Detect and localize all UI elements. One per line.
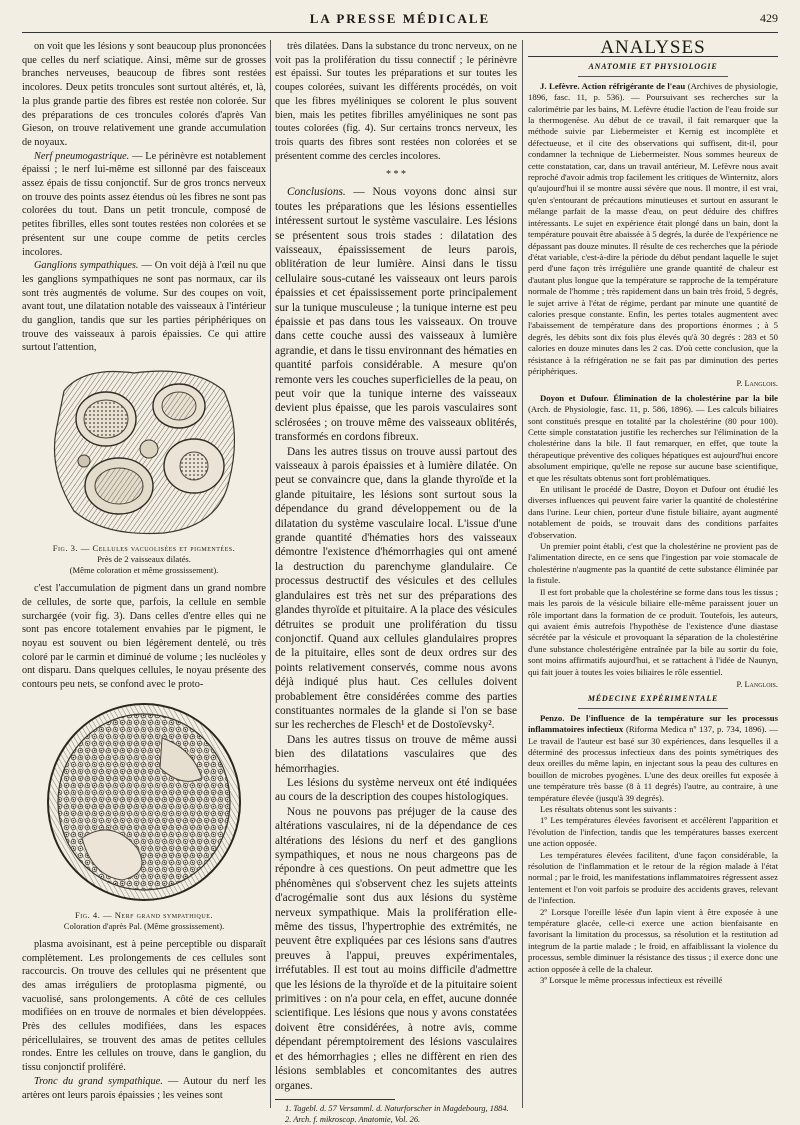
paragraph: 3º Lorsque le même processus infectieux est réveillé [540, 975, 723, 986]
vacuolated-cells-drawing [44, 361, 244, 539]
column-rule-right [522, 40, 523, 1108]
analysis-text: (Arch. de Physiologie, fasc. 11, p. 586, 1896). — Les calculs biliaires sont constitués presque en totalité par la cholestérine (80 pour 100). Cette simple constatation justifie les recherches sur l'élimination de la cholestérine dans la bile. Il faut remarquer, en effet, que toute la thérapeutique préventive des coliques hépatiques est aujourd'hui encore absolument empirique, qu'elle ne repose sur aucune base scientifique, et que les résultats obtenus sont fort problématiques. [528, 404, 778, 483]
paragraph: c'est l'accumulation de pigment dans un grand nombre de cellules, de sorte que, parfois, la cellule en semble surchargée (voir fig. 3). Dans celles d'entre elles qui ne sont pas encore totalement envahies par le pigment, le noyau est souvent ou bien légèrement dentelé, ou très coloré par le carmin et diminué de volume ; les nucléoles y ont disparu. Dans quelques cellules, le noyau présente des contours peu nets, se confond avec le proto- [22, 583, 266, 691]
footnote: 2. Arch. f. mikroscop. Anatomie, Vol. 26. [285, 1114, 421, 1124]
paragraph [275, 185, 517, 444]
column-right [528, 40, 778, 987]
paragraph-text: — Autour du nerf les artères ont leurs parois épaissies ; les veines sont [22, 1075, 266, 1101]
paragraph: plasma avoisinant, est à peine perceptible ou disparaît complètement. Les prolongements de ces cellules sont raccourcis. On trouve des cellules qui ne présentent que des amas irréguliers de protoplasma pigmenté, ou vacuolisé, sans prolongements. A côté de ces cellules modifiées on en trouve de normales et bien développées. Près des cellules modifiées, dans les espaces péricellulaires, se trouvent des amas de petites cellules rondes. Entre les cellules on trouve, dans le ganglion, du tissu conjonctif proliféré. [22, 938, 266, 1074]
figure-3-caption [22, 543, 266, 576]
caption-line: Fig. 4. — Nerf grand sympathique. [74, 909, 214, 920]
caption-line: Fig. 3. — Cellules vacuolisées et pigmentées. [52, 543, 236, 554]
paragraph: Dans les autres tissus on trouve aussi partout des vaisseaux à parois épaissies et à lumière dilatée. On peut se convaincre que, dans la glande thyroïde et la glande pituitaire, les lésions sont surtout sous la dépendance du grand développement ou de la dilatation du système vasculaire local. L'issue d'une grande quantité d'hématies hors des vaisseaux démontre l'existence d'hémorrhagies qui ont amené la destruction du parenchyme glandulaire. Ce processus destructif des vésicules et des cellules glandulaires est très net sur des préparations des glandes thyroïde et pituitaire. A la place des vésicules détruites se produit une prolifération du tissu conjonctif. Quand aux cellules glandulaires propres de la pituitaire, elles sont de deux ordres sur des points relativement conservés, comme nous avons déjà indiqué plus haut. Ces cellules doivent probablement être considérées comme des parties constituantes normales de la glande si l'on se base sur les recherches de Flesch¹ et de Dostoïevsky². [275, 445, 517, 732]
paragraph: Il est fort probable que la cholestérine se forme dans tous les tissus ; mais les parois de la vésicule biliaire elle-même paraissent jouer un rôle important dans la formation de ce produit. Toutefois, les auteurs, qui avaient émis autrefois l'hypothèse de l'existence d'une diastase sécrétée par la vésicule et provoquant la séparation de la cholestérine d'une substance cholestérigène entraînée par la bile au sortir du foie, sont moins affirmatifs aujourd'hui, et se rattachent à l'idée de Naunyn, qui fait jouer à toutes les voies biliaires le rôle essentiel. [528, 586, 778, 677]
column-middle [275, 40, 517, 1125]
paragraph-text: — Le périnèvre est notablement épaissi ; le nerf lui-même est sillonné par des faisceaux assez épais de tissu conjonctif. Sur de gros troncs nerveux on trouve des points assez étendus où les fibres ne sont pas colorées du tout. Dans un petit troncule, composé de petites fibrilles, elles sont toutes restées non colorées et se présentent sur une coupe comme de petits cercles incolores. [22, 150, 266, 258]
author-signature: P. Langlois. [736, 679, 778, 689]
paragraph: on voit que les lésions y sont beaucoup plus prononcées que celles du nerf sciatique. Ainsi, même sur de grosses branches nerveuses, beaucoup de fibres sont restées incolores. Deux petits troncules sont surtout altérés, et, là, la plus grande partie des fibres est restée non colorée. Sur des préparations de ces troncules colorés d'après Van Gieson, on trouve relativement une grande accumulation de noyaux. [22, 41, 266, 148]
paragraph: Un premier point établi, c'est que la cholestérine ne provient pas de l'alimentation directe, en ce sens que l'ingestion par voie stomacale de cholestérine n'augmente pas la quantité de cette substance éliminée par la fistule. [528, 541, 778, 586]
running-header [22, 8, 778, 33]
analyses-title: ANALYSES [528, 42, 778, 57]
paragraph: 1º Les températures élevées favorisent et accélèrent l'apparition et l'évolution de l'infection, tandis que les températures basses exercent une action opposée. [528, 815, 778, 849]
paragraph [22, 150, 266, 260]
analysis-entry [528, 713, 778, 804]
paragraph-lead: Nerf pneumogastrique. [34, 150, 130, 162]
paragraph-text: — On voit déjà à l'œil nu que les ganglions sympathiques ne sont pas normaux, car ils sont très augmentés de volume. Sur des coupes on voit, avant tout, une dilatation notable des vaisseaux à l'intérieur du ganglion, tandis que sur les parties périphériques on trouve des vaisseaux à parois épaissies. Ce qui attire surtout l'attention, [22, 260, 266, 354]
figure-4-caption [22, 910, 266, 932]
paragraph: très dilatées. Dans la substance du tronc nerveux, on ne voit pas la prolifération du tissu connectif ; le périnèvre est épaissi. Sur toutes les préparations et sur toutes les coupes colorées, suivant les différents procédés, on voit que les fibres myéliniques se colorent le plus souvent bien, mais les petites fibrilles amyéliniques ne sont pas toutes colorées (fig. 4). Sur certains troncs nerveux, les trois quarts des fibres sont restées non colorées et se présentent comme des cercles incolores. [275, 41, 517, 162]
analysis-text: (Riforma Medica nº 137, p. 734, 1896). — Le travail de l'auteur est basé sur 30 expériences, dans lesquelles il a déterminé des processus infectieux dans des points symétriques des deux oreilles du même lapin, en injectant sous la peau des cultures en bouillon de microbes pyogènes. L'une des deux oreilles fut exposée à une température très basse (8 à 11 degrés) l'autre, au contraire, à une température élevée (jusqu'à 39 degrés). [528, 724, 778, 803]
caption-line: (Même coloration et même grossissement). [69, 565, 219, 576]
section-heading: MÉDECINE EXPÉRIMENTALE [587, 694, 719, 704]
paragraph [22, 259, 266, 355]
page-number: 429 [760, 11, 778, 25]
section-separator: * * * [386, 169, 406, 181]
sympathetic-nerve-drawing [42, 698, 246, 906]
paragraph: Les températures élevées facilitent, d'une façon considérable, la résolution de l'inflammation et le retour de la région malade à l'état normal ; par le froid, les manifestations inflammatoires régressent assez lentement et l'on voit parfois se produire des accidents graves, relevant de l'infection. [528, 849, 778, 906]
analysis-heading: J. Lefèvre. Action réfrigérante de l'eau [540, 80, 686, 91]
figure-3-illustration [44, 361, 244, 539]
paragraph-text: — Nous voyons donc ainsi sur toutes les préparations que les lésions essentielles intéressent surtout le système vasculaire. Les lésions se présentent sous trois stades : dilatation des vaisseaux, épaississement de leurs parois, oblitération de leur lumière. Ainsi dans le tissu cellulaire sous-cutané les vaisseaux ont leurs parois épaissies et cet épaississement porte principalement sur la tunique musculeuse ; la tunique interne est peu épaissie et pas dans tous les vaisseaux. On trouve dans cette couche aussi des vaisseaux à lumière agrandie, et dans le tissu environnant des hématies en quantité parfois considérable. A mesure qu'on remonte vers les couches superficielles de la peau, on peut voir que la tunique interne des vaisseaux devient plus épaisse, que les parois vasculaires sont sclérosées ; on trouve même des vaisseaux oblitérés, transformés en cordons fibreux. [275, 186, 517, 444]
caption-line: Coloration d'après Pal. (Même grossissement). [63, 920, 225, 931]
column-left [22, 40, 266, 1102]
footnote-rule [275, 1099, 395, 1100]
analysis-heading: Doyon et Dufour. Élimination de la cholestérine par la bile [540, 392, 778, 403]
analysis-entry [528, 393, 778, 484]
paragraph: Les résultats obtenus sont les suivants : [540, 804, 677, 814]
paragraph-lead: Ganglions sympathiques. [34, 260, 139, 272]
paragraph [22, 1075, 266, 1102]
paragraph-lead: Tronc du grand sympathique. [34, 1075, 163, 1087]
column-rule-left [270, 40, 271, 1108]
paragraph: En utilisant le procédé de Dastre, Doyon et Dufour ont étudié les diverses influences qui peuvent faire varier la quantité de cholestérine dans l'urine. Leur chien, porteur d'une fistule biliaire, ayant augmenté notablement de poids, se trouvait dans des conditions parfaites d'observation. [528, 484, 778, 540]
analysis-entry [528, 81, 778, 378]
journal-title: LA PRESSE MÉDICALE [309, 11, 491, 26]
author-signature: P. Langlois. [736, 379, 778, 389]
section-heading: ANATOMIE ET PHYSIOLOGIE [588, 62, 718, 72]
figure-4-illustration [42, 698, 246, 906]
analysis-heading: Penzo. De l'influence de la température sur les processus inflammatoires infectieux [528, 712, 778, 735]
caption-line: Près de 2 vaisseaux dilatés. [97, 554, 191, 565]
paragraph: 2º Lorsque l'oreille lésée d'un lapin vient à être exposée à une température glacée, celle-ci exerce une action bienfaisante en favorisant la limitation du processus, sa résolution et la restitution ad integrum de la partie malade ; le froid, en affaiblissant la violence du processus, semble diminuer la résistance des tissus ; il exerce donc une action opposée à celle de la chaleur. [528, 906, 778, 974]
analysis-text: (Archives de physiologie, 1896, fasc. 11, p. 536). — Poursuivant ses recherches sur la calorimétrie par les bains, M. Lefèvre étudie l'action de l'eau froide sur la thermogenèse. Au début de ce travail, il fait remarquer que la méthode suivie par Liebermeister et Kernig est incomplète et défectueuse, et il cite des observations qui suffisent, dit-il, pour condamner la technique de Liebermeister. Nous sommes heureux de cette constatation, car, dans un travail antérieur, M. Lefèvre nous avait reproché d'avoir admis trop facilement les critiques de Winternitz, alors qu'aujourd'hui il se montre aussi sévère que nous. Il montre, il est vrai, qu'en s'entourant de précautions minutieuses et surtout en assurant le mélange parfait de la masse d'eau, on peut déduire des chiffres intéressants. Le sujet en expérience était plongé dans un bain, dont la température pouvait être abaissée à 5 degrés, la durée de l'expérience ne dépassant pas douze minutes. Il résulte de ces recherches que la période d'état variable, c'est-à-dire la période du début pendant laquelle le sujet perd d'une façon très irrégulière une grande quantité de chaleur est d'autant plus longue que la température se rapproche de la température normale de l'homme ; très rapidement dans un bain très froid, 5 degrés, le sujet arrive à l'état de régime, perdant par minute une quantité de calories presque constante. Enfin, les pertes totales augmentent avec l'abaissement de température dans des proportions énormes ; à 5 degrés, les débits sont dix fois plus élevés qu'à 30 degrés : 283 et 50 calories en douze minutes dans les 2 cas. D'où cette conclusion, que la résistance à la réfrigération ne se fait pas par diminution des pertes périphériques. [528, 80, 778, 376]
section-rule [578, 76, 728, 77]
paragraph: Dans les autres tissus on trouve de même aussi bien des dilatations vasculaires que des hémorrhagies. [275, 733, 517, 775]
paragraph: Les lésions du système nerveux ont été indiquées au cours de la description des coupes histologiques. [275, 776, 517, 804]
conclusions-block [275, 185, 517, 1093]
paragraph-lead: Conclusions. [287, 186, 346, 199]
footnote: 1. Tagebl. d. 57 Versamml. d. Naturforscher in Magdebourg, 1884. [285, 1103, 509, 1113]
paragraph: Nous ne pouvons pas préjuger de la cause des altérations vasculaires, ni de la dépendance de ces altérations des lésions du nerf et des ganglions sympathiques, et nous ne nous chargeons pas de répondre à ces questions. On peut admettre que les phénomènes qui s'observent chez les sujets atteints d'acrogémalie sont dus aux lésions du système nerveux sympathique. Mais la prolifération elle-même des tissus, l'hypertrophie des extrémités, ne peuvent être expliquées par ces lésions sans d'autres preuves à l'appui, preuves expérimentales, irréfutables. Il est tout au moins difficile d'admettre que les lésions de la thyroïde et de la pituitaire soient primitives : on n'a pour cela, en effet, aucune donnée scientifique. Les lésions que nous y avons constatées doivent être considérées, à notre avis, comme dépendant péremptoirement des lésions vasculaires et des hémorrhagies ; elles ne diffèrent en rien des lésions semblables et concomitantes des autres organes. [275, 805, 517, 1092]
section-rule [578, 708, 728, 709]
